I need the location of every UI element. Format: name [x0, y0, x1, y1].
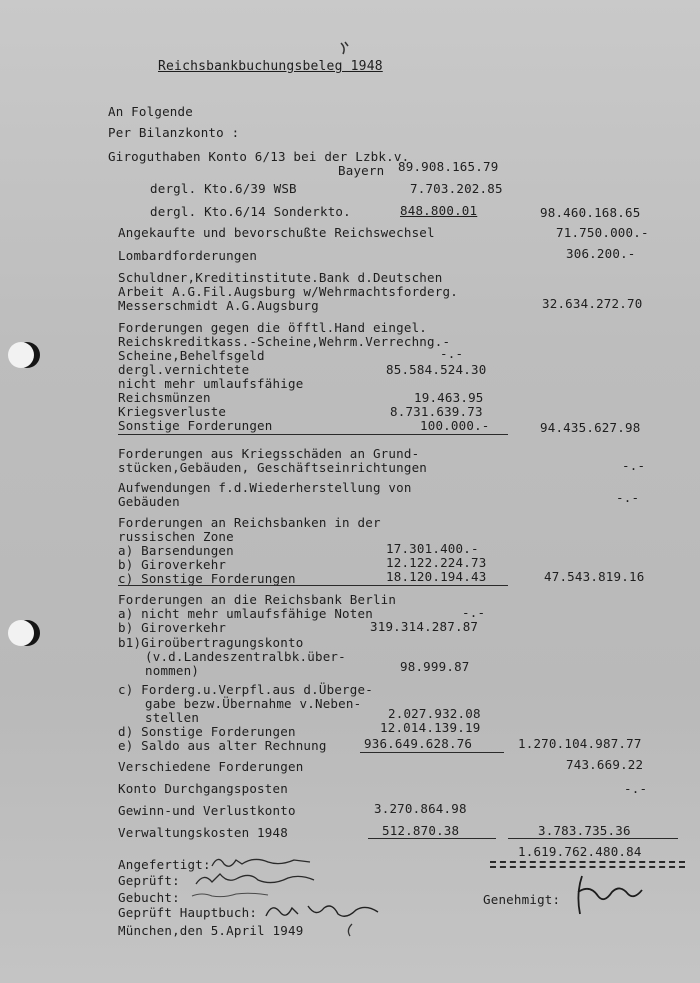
amount: 7.703.202.85: [410, 181, 503, 196]
total-amount: 3.783.735.36: [538, 823, 631, 838]
text-line: dergl.vernichtete: [118, 362, 250, 377]
signature-label: Gebucht:: [118, 890, 180, 905]
text-line: Giroguthaben Konto 6/13 bei der Lzbk.v.: [108, 149, 410, 164]
total-amount: 47.543.819.16: [544, 569, 645, 584]
place-date: München,den 5.April 1949: [118, 923, 304, 938]
text-line: b1)Giroübertragungskonto: [118, 635, 304, 650]
text-line: Konto Durchgangsposten: [118, 781, 288, 796]
text-line: Schuldner,Kreditinstitute.Bank d.Deutschen: [118, 270, 443, 285]
text-line: Lombardforderungen: [118, 248, 258, 263]
text-line: Reichsmünzen: [118, 390, 211, 405]
total-amount: 306.200.-: [566, 246, 636, 261]
text-line: d) Sonstige Forderungen: [118, 724, 296, 739]
ink-mark: [344, 922, 356, 938]
text-line: b) Giroverkehr: [118, 557, 227, 572]
total-amount: 32.634.272.70: [542, 296, 643, 311]
divider: [118, 585, 508, 586]
amount: 3.270.864.98: [374, 801, 467, 816]
punch-hole: [8, 620, 34, 646]
text-line: a) nicht mehr umlaufsfähige Noten: [118, 606, 373, 621]
signature-label: Angefertigt:: [118, 857, 211, 872]
text-line: e) Saldo aus alter Rechnung: [118, 738, 327, 753]
text-line: Aufwendungen f.d.Wiederherstellung von: [118, 480, 412, 495]
total-amount: 1.270.104.987.77: [518, 736, 642, 751]
text-line: Forderungen aus Kriegsschäden an Grund-: [118, 446, 420, 461]
divider: [360, 752, 504, 753]
text-line: Kriegsverluste: [118, 404, 227, 419]
text-line: a) Barsendungen: [118, 543, 234, 558]
text-line: dergl. Kto.6/39 WSB: [150, 181, 297, 196]
text-line: Per Bilanzkonto :: [108, 125, 240, 140]
text-line: stellen: [145, 710, 200, 725]
double-rule: [490, 861, 685, 868]
text-line: Reichskreditkass.-Scheine,Wehrm.Verrechng.-: [118, 334, 451, 349]
divider: [508, 838, 678, 839]
text-line: (v.d.Landeszentralbk.über-: [145, 649, 346, 664]
text-line: An Folgende: [108, 104, 193, 119]
amount: 936.649.628.76: [364, 736, 473, 751]
amount: 12.122.224.73: [386, 555, 487, 570]
text-line: b) Giroverkehr: [118, 620, 227, 635]
signature-label: Genehmigt:: [483, 892, 561, 907]
text-line: Arbeit A.G.Fil.Augsburg w/Wehrmachtsforderg.: [118, 284, 458, 299]
total-amount: -.-: [616, 490, 640, 505]
amount: 12.014.139.19: [380, 720, 481, 735]
ink-mark: [338, 40, 352, 56]
amount: 89.908.165.79: [398, 159, 499, 174]
amount: 19.463.95: [414, 390, 484, 405]
punch-hole: [8, 342, 34, 368]
text-line: Verwaltungskosten 1948: [118, 825, 288, 840]
text-line: gabe bezw.Übernahme v.Neben-: [145, 696, 362, 711]
text-line: Bayern: [338, 163, 385, 178]
text-line: russischen Zone: [118, 529, 234, 544]
text-line: c) Sonstige Forderungen: [118, 571, 296, 586]
text-line: Sonstige Forderungen: [118, 418, 273, 433]
amount: 2.027.932.08: [388, 706, 481, 721]
text-line: Messerschmidt A.G.Augsburg: [118, 298, 319, 313]
total-amount: 94.435.627.98: [540, 420, 641, 435]
document-title: Reichsbankbuchungsbeleg 1948: [158, 59, 383, 74]
grand-total: 1.619.762.480.84: [518, 844, 642, 859]
signature-label: Geprüft:: [118, 873, 180, 888]
text-line: nommen): [145, 663, 200, 678]
text-line: nicht mehr umlaufsfähige: [118, 376, 304, 391]
amount: 319.314.287.87: [370, 619, 479, 634]
text-line: dergl. Kto.6/14 Sonderkto.: [150, 204, 351, 219]
total-amount: -.-: [624, 781, 648, 796]
text-line: c) Forderg.u.Verpfl.aus d.Überge-: [118, 682, 373, 697]
text-line: stücken,Gebäuden, Geschäftseinrichtungen: [118, 460, 428, 475]
text-line: Forderungen an Reichsbanken in der: [118, 515, 381, 530]
amount: 98.999.87: [400, 659, 470, 674]
amount: 848.800.01: [400, 203, 478, 218]
handwritten-signature: [262, 898, 382, 924]
amount: 85.584.524.30: [386, 362, 487, 377]
amount: 8.731.639.73: [390, 404, 483, 419]
total-amount: -.-: [622, 458, 646, 473]
text-line: Forderungen gegen die öfftl.Hand eingel.: [118, 320, 428, 335]
amount: 18.120.194.43: [386, 569, 487, 584]
divider: [118, 434, 508, 435]
divider: [368, 838, 496, 839]
total-amount: 98.460.168.65: [540, 205, 641, 220]
text-line: Gebäuden: [118, 494, 180, 509]
amount: 17.301.400.-: [386, 541, 479, 556]
amount: 512.870.38: [382, 823, 460, 838]
amount: -.-: [462, 605, 486, 620]
amount: -.-: [440, 346, 464, 361]
text-line: Angekaufte und bevorschußte Reichswechsel: [118, 225, 435, 240]
amount: 100.000.-: [420, 418, 490, 433]
text-line: Gewinn-und Verlustkonto: [118, 803, 296, 818]
text-line: Scheine,Behelfsgeld: [118, 348, 265, 363]
total-amount: 743.669.22: [566, 757, 644, 772]
text-line: Forderungen an die Reichsbank Berlin: [118, 592, 397, 607]
signature-label: Geprüft Hauptbuch:: [118, 905, 258, 920]
total-amount: 71.750.000.-: [556, 225, 649, 240]
handwritten-signature: [568, 870, 648, 920]
text-line: Verschiedene Forderungen: [118, 759, 304, 774]
